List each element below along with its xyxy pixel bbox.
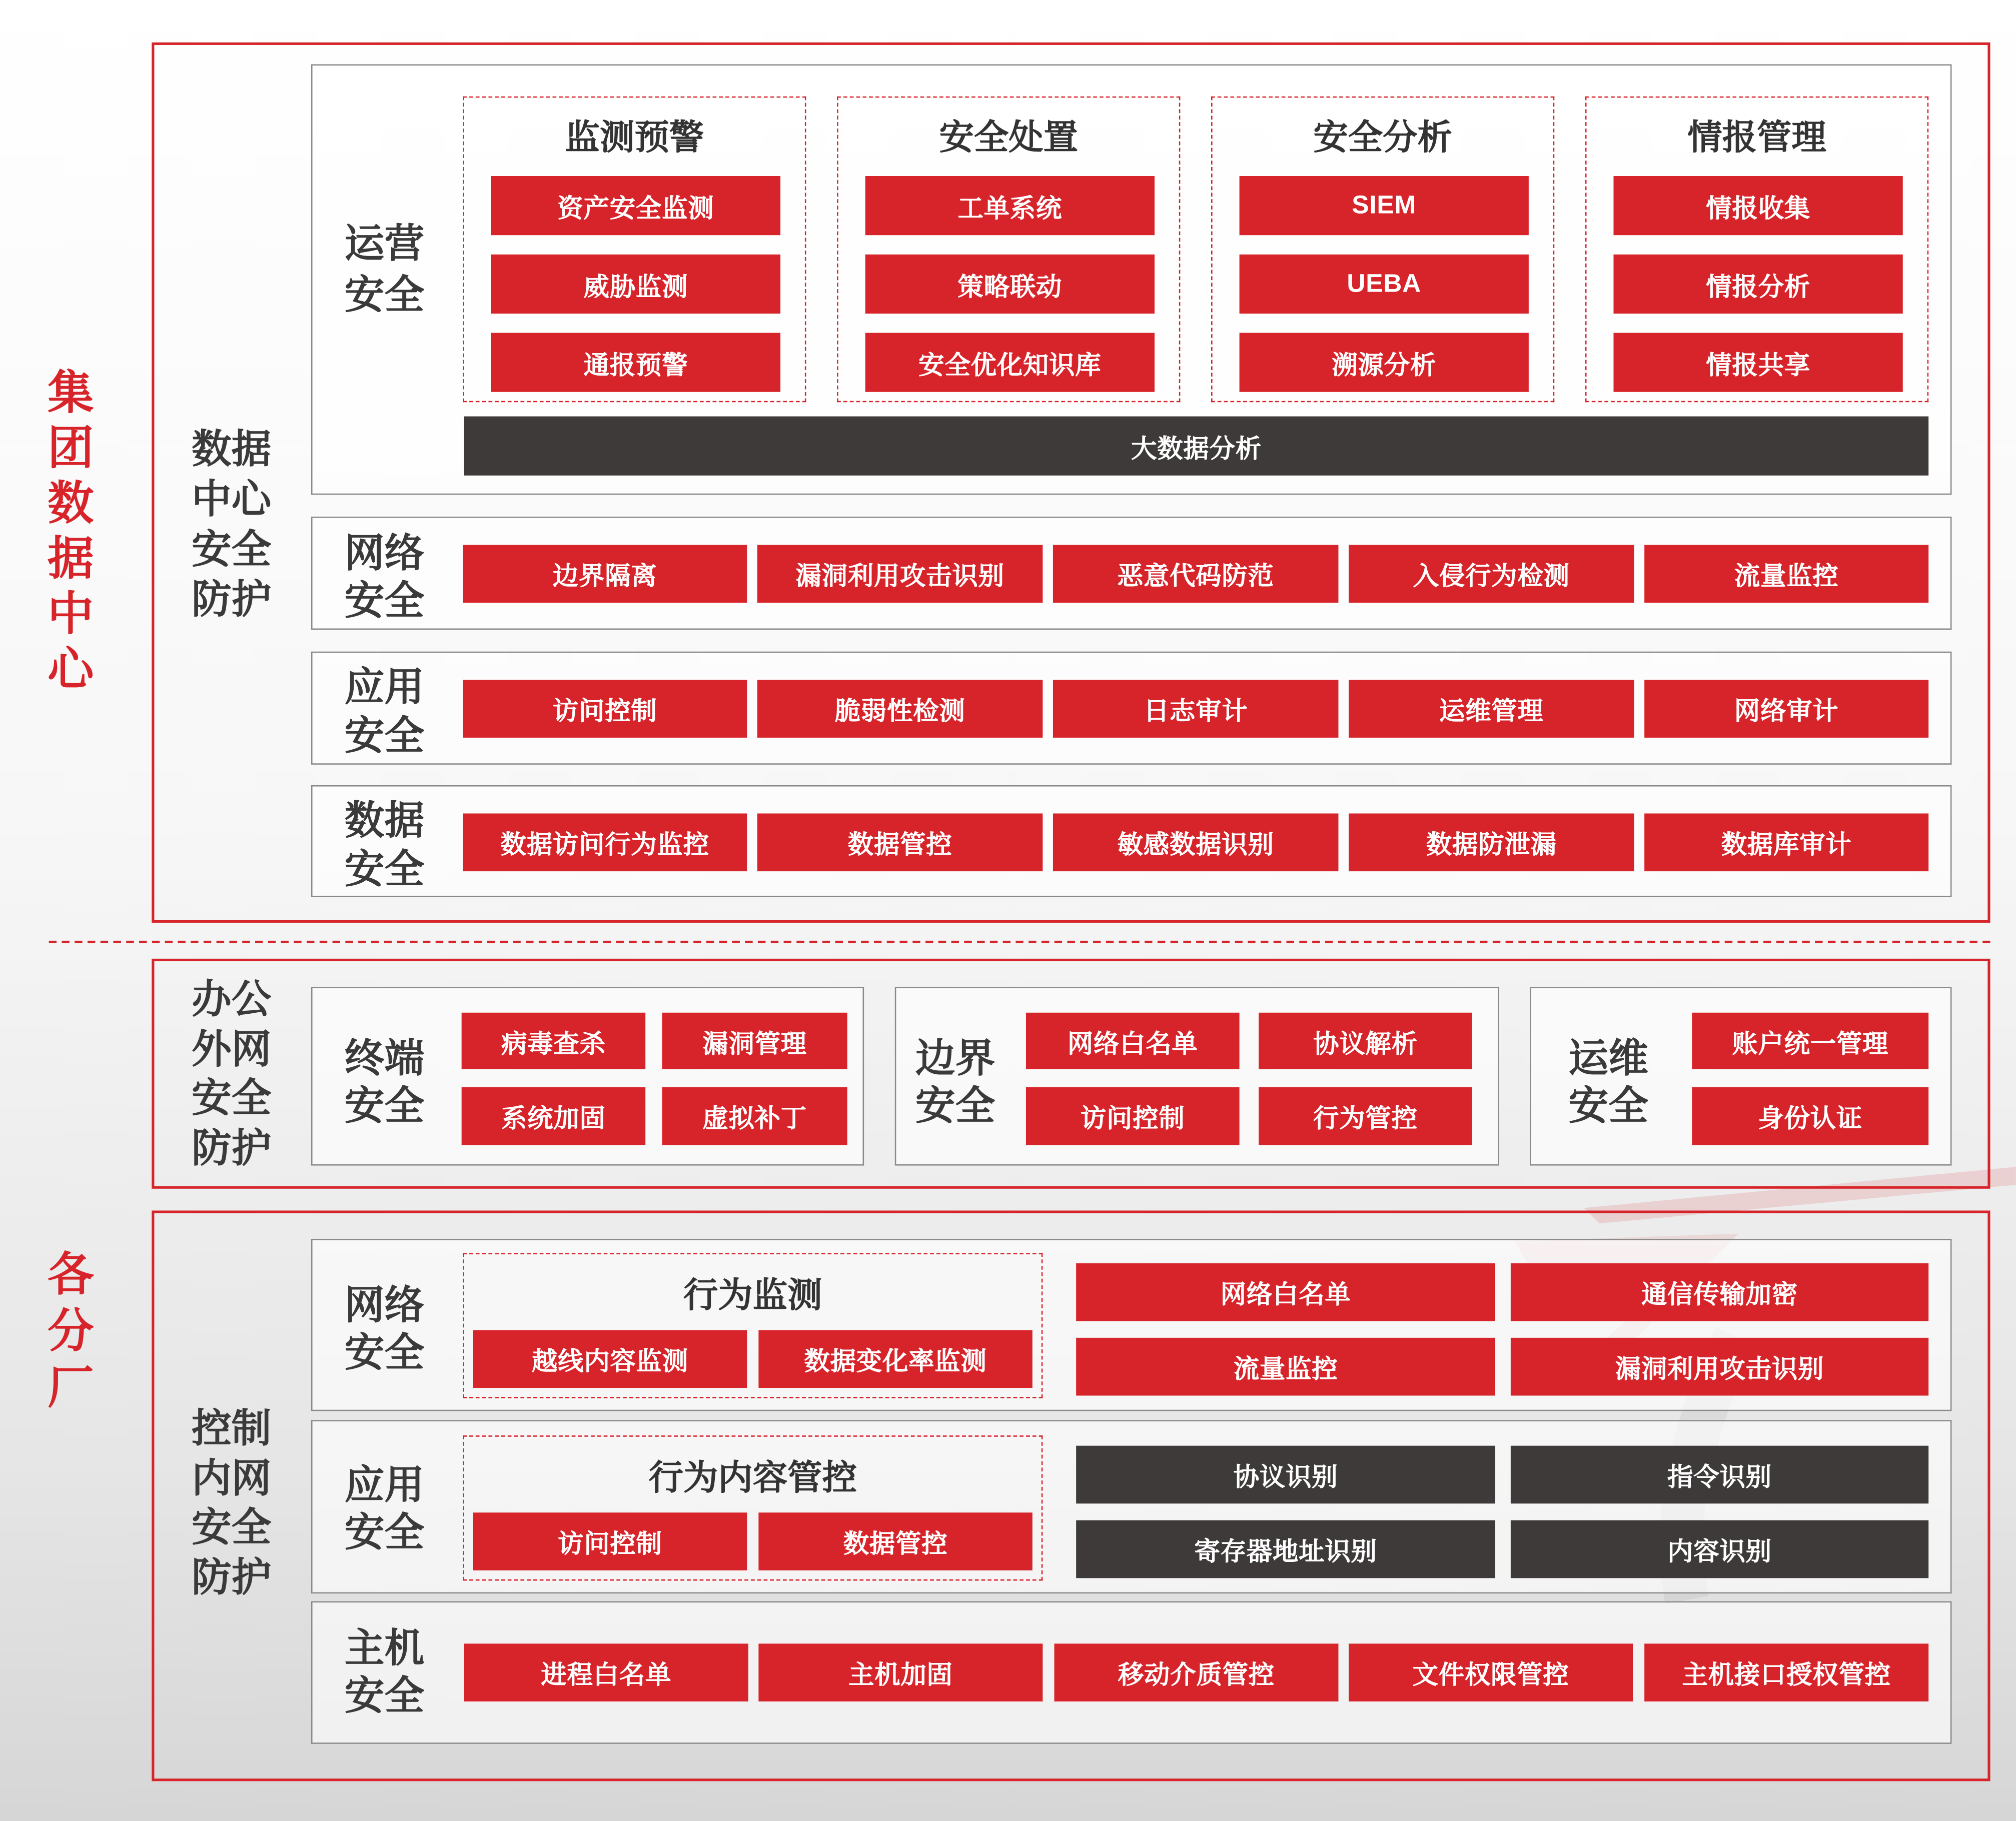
cn-network-security-label: 网络 安全	[344, 1282, 425, 1375]
capability-block: 通报预警	[491, 333, 780, 392]
dc-application-capability: 运维管理	[1349, 680, 1634, 738]
capability-block: 情报分析	[1613, 255, 1902, 314]
host-security-label: 主机 安全	[344, 1625, 425, 1718]
capability-block: 数据管控	[758, 1512, 1032, 1570]
dc-network-security-label: 网络 安全	[344, 531, 425, 624]
group-title: 安全分析	[1313, 118, 1452, 157]
monitoring-warning-group	[463, 97, 806, 403]
terminal-security-label: 终端 安全	[344, 1036, 425, 1129]
terminal-capability: 病毒查杀	[462, 1013, 646, 1069]
group-data-center-side-label: 集团数据中心	[48, 366, 94, 696]
cn-network-capability: 网络白名单	[1076, 1263, 1495, 1321]
host-capability: 移动介质管控	[1054, 1643, 1338, 1701]
cn-network-capability: 通信传输加密	[1511, 1263, 1928, 1321]
capability-block: 数据变化率监测	[758, 1330, 1032, 1388]
terminal-capability: 漏洞管理	[662, 1013, 847, 1069]
boundary-capability: 协议解析	[1259, 1013, 1472, 1069]
boundary-security-label: 边界 安全	[915, 1036, 995, 1129]
boundary-capability: 网络白名单	[1026, 1013, 1240, 1069]
intelligence-management-group	[1585, 97, 1928, 403]
dc-network-capability: 入侵行为检测	[1349, 545, 1634, 603]
boundary-capability: 行为管控	[1259, 1087, 1472, 1145]
dc-network-capability: 恶意代码防范	[1053, 545, 1339, 603]
dc-application-capability: 脆弱性检测	[757, 680, 1043, 738]
capability-block: UEBA	[1240, 255, 1529, 314]
group-title: 情报管理	[1687, 118, 1826, 157]
capability-block: 情报收集	[1613, 176, 1902, 235]
dc-network-capability: 边界隔离	[463, 545, 747, 603]
group-title: 行为监测	[683, 1276, 822, 1315]
office-network-zone-title: 办公 外网 安全 防护	[191, 976, 272, 1170]
dc-data-capability: 数据访问行为监控	[463, 813, 747, 871]
capability-block: 访问控制	[473, 1512, 747, 1570]
behavior-content-control-group	[463, 1435, 1043, 1580]
dc-data-capability: 数据库审计	[1644, 813, 1928, 871]
capability-block: 情报共享	[1613, 333, 1902, 392]
capability-block: 工单系统	[865, 176, 1155, 235]
behavior-monitoring-group	[463, 1253, 1043, 1398]
om-capability: 账户统一管理	[1692, 1013, 1928, 1069]
protocol-capability-dark-block: 寄存器地址识别	[1076, 1520, 1495, 1578]
capability-block: 资产安全监测	[491, 176, 780, 235]
group-title: 行为内容管控	[648, 1458, 857, 1497]
capability-block: SIEM	[1240, 176, 1529, 235]
big-data-analytics-bar: 大数据分析	[464, 417, 1928, 476]
data-center-zone-title: 数据 中心 安全 防护	[191, 427, 272, 622]
capability-block: 策略联动	[865, 255, 1155, 314]
cn-network-capability: 流量监控	[1076, 1338, 1495, 1396]
protocol-capability-dark-block: 协议识别	[1076, 1446, 1495, 1504]
dc-application-capability: 网络审计	[1644, 680, 1928, 738]
incident-response-group	[837, 97, 1180, 403]
host-capability: 主机接口授权管控	[1644, 1643, 1928, 1701]
dc-network-capability: 漏洞利用攻击识别	[757, 545, 1043, 603]
capability-block: 越线内容监测	[473, 1330, 747, 1388]
boundary-capability: 访问控制	[1026, 1087, 1240, 1145]
cn-network-capability: 漏洞利用攻击识别	[1511, 1338, 1928, 1396]
operations-security-label: 运营 安全	[344, 221, 425, 318]
control-network-zone-title: 控制 内网 安全 防护	[191, 1406, 272, 1599]
capability-block: 威胁监测	[491, 255, 780, 314]
zone-separator-dashed-line	[49, 941, 1990, 943]
dc-application-capability: 日志审计	[1053, 680, 1339, 738]
dc-data-security-label: 数据 安全	[344, 798, 425, 892]
host-capability: 进程白名单	[464, 1643, 748, 1701]
protocol-capability-dark-block: 指令识别	[1511, 1446, 1928, 1504]
branch-plants-side-label: 各分厂	[48, 1247, 94, 1414]
cn-application-security-label: 应用 安全	[344, 1462, 425, 1555]
terminal-capability: 虚拟补丁	[662, 1087, 847, 1145]
security-analysis-group	[1211, 97, 1554, 403]
terminal-capability: 系统加固	[462, 1087, 646, 1145]
host-capability: 主机加固	[758, 1643, 1043, 1701]
capability-block: 安全优化知识库	[865, 333, 1155, 392]
dc-application-security-label: 应用 安全	[344, 664, 425, 759]
dc-data-capability: 敏感数据识别	[1053, 813, 1339, 871]
group-title: 安全处置	[939, 118, 1079, 157]
om-security-label: 运维 安全	[1568, 1036, 1648, 1129]
dc-data-capability: 数据防泄漏	[1349, 813, 1634, 871]
dc-application-capability: 访问控制	[463, 680, 747, 738]
dc-data-capability: 数据管控	[757, 813, 1043, 871]
capability-block: 溯源分析	[1240, 333, 1529, 392]
host-capability: 文件权限管控	[1349, 1643, 1633, 1701]
om-capability: 身份认证	[1692, 1087, 1928, 1145]
dc-network-capability: 流量监控	[1644, 545, 1928, 603]
group-title: 监测预警	[565, 118, 704, 157]
protocol-capability-dark-block: 内容识别	[1511, 1520, 1928, 1578]
